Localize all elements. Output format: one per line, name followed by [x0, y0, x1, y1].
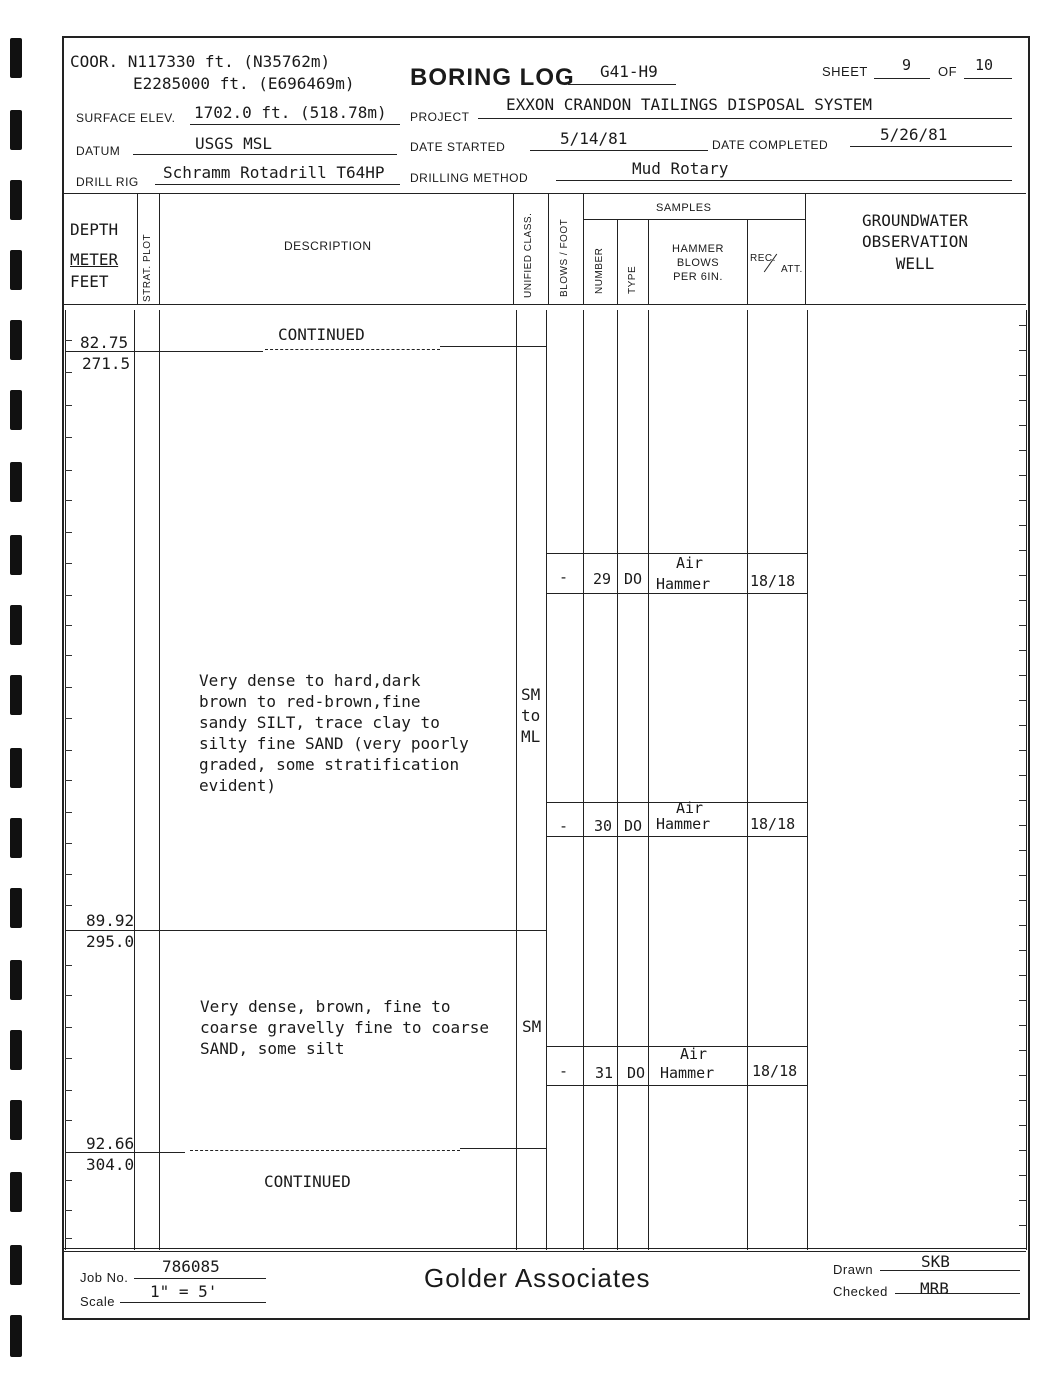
sample-type: DO — [624, 570, 643, 588]
datum-label: DATUM — [76, 144, 121, 158]
surface-elev-value: 1702.0 ft. (518.78m) — [194, 103, 387, 122]
sample-hammer-2: Hammer — [656, 575, 711, 593]
page-title: BORING LOG — [410, 64, 575, 91]
surface-elev-label: SURFACE ELEV. — [76, 111, 176, 125]
sheet-total: 10 — [975, 56, 994, 74]
depth-feet-1: 271.5 — [82, 354, 131, 373]
sheet-number: 9 — [902, 56, 912, 74]
groundwater-header-3: WELL — [895, 254, 935, 273]
sample-rec: 18/18 — [750, 572, 796, 590]
top-continued-label: CONTINUED — [278, 325, 365, 344]
layer-1-class: SM to ML — [521, 685, 541, 746]
boring-id: G41-H9 — [600, 62, 658, 81]
job-no-label: Job No. — [80, 1270, 129, 1285]
drawn-value: SKB — [921, 1252, 950, 1271]
description-header: DESCRIPTION — [284, 239, 372, 253]
hammer-header-1: HAMMER — [672, 243, 724, 255]
job-no-value: 786085 — [162, 1257, 220, 1276]
strat-plot-header: STRAT. PLOT — [142, 233, 153, 302]
drawn-label: Drawn — [833, 1262, 874, 1277]
of-label: OF — [938, 64, 958, 79]
coordinates-line-1: COOR. N117330 ft. (N35762m) — [70, 52, 331, 71]
depth-header: DEPTH — [70, 220, 119, 239]
depth-feet-3: 304.0 — [86, 1155, 135, 1174]
layer-2-description: Very dense, brown, fine to coarse gravelly fine to coarse SAND, some silt — [200, 997, 489, 1058]
bottom-continued-label: CONTINUED — [264, 1172, 351, 1191]
depth-meter-3: 92.66 — [86, 1134, 135, 1153]
blows-foot-header: BLOWS / FOOT — [559, 218, 570, 297]
att-header: ATT. — [781, 264, 803, 275]
feet-header: FEET — [70, 272, 109, 291]
hammer-header-3: PER 6IN. — [673, 271, 723, 283]
date-completed-label: DATE COMPLETED — [712, 138, 829, 152]
drill-rig-value: Schramm Rotadrill T64HP — [163, 163, 385, 182]
unified-class-header: UNIFIED CLASS. — [523, 212, 534, 298]
coordinates-line-2: E2285000 ft. (E696469m) — [133, 74, 355, 93]
drilling-method-value: Mud Rotary — [632, 159, 729, 178]
sample-number: 29 — [593, 570, 612, 588]
sample-number: 31 — [595, 1064, 614, 1082]
hammer-header-2: BLOWS — [676, 257, 720, 269]
checked-label: Checked — [833, 1284, 888, 1299]
rec-header: REC. — [750, 253, 776, 264]
checked-value: MRB — [920, 1279, 949, 1298]
depth-meter-1: 82.75 — [80, 333, 129, 352]
sample-type: DO — [627, 1064, 646, 1082]
sample-rec: 18/18 — [752, 1062, 798, 1080]
drill-rig-label: DRILL RIG — [76, 175, 139, 189]
drilling-method-label: DRILLING METHOD — [410, 171, 529, 185]
number-header: NUMBER — [594, 247, 605, 294]
sample-blows: - — [559, 817, 569, 835]
project-label: PROJECT — [410, 110, 470, 124]
sample-hammer-2: Hammer — [660, 1064, 715, 1082]
sample-hammer-2: Hammer — [656, 815, 711, 833]
type-header: TYPE — [627, 265, 638, 294]
sample-blows: - — [559, 1062, 569, 1080]
groundwater-header-1: GROUNDWATER — [862, 211, 968, 230]
date-started-label: DATE STARTED — [410, 140, 506, 154]
layer-2-class: SM — [522, 1017, 542, 1036]
scale-label: Scale — [80, 1294, 116, 1309]
depth-feet-2: 295.0 — [86, 932, 135, 951]
sample-rec: 18/18 — [750, 815, 796, 833]
sheet-label: SHEET — [822, 64, 868, 79]
sample-type: DO — [624, 817, 643, 835]
sample-number: 30 — [594, 817, 613, 835]
company-name: Golder Associates — [424, 1263, 651, 1293]
datum-value: USGS MSL — [195, 134, 273, 153]
project-value: EXXON CRANDON TAILINGS DISPOSAL SYSTEM — [506, 95, 873, 114]
meter-header: METER — [70, 250, 119, 269]
layer-1-description: Very dense to hard,dark brown to red-brown,fine sandy SILT, trace clay to silty fine SAND (very poorly graded, some stratification evident) — [199, 671, 469, 795]
scale-value: 1" = 5' — [150, 1282, 218, 1301]
groundwater-header-2: OBSERVATION — [862, 232, 968, 251]
depth-meter-2: 89.92 — [86, 911, 135, 930]
samples-header: SAMPLES — [656, 202, 712, 214]
sample-hammer-1: Air — [680, 1045, 708, 1063]
sample-blows: - — [559, 568, 569, 586]
date-started-value: 5/14/81 — [560, 129, 628, 148]
date-completed-value: 5/26/81 — [880, 125, 948, 144]
sample-hammer-1: Air — [676, 799, 704, 817]
sample-hammer-1: Air — [676, 554, 704, 572]
